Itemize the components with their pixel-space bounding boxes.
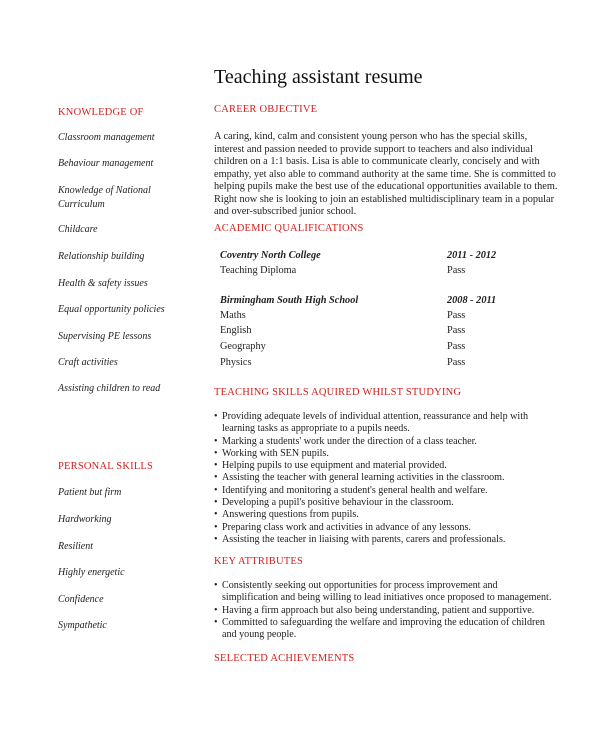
knowledge-item: Behaviour management [58, 158, 154, 169]
personal-skill-item: Confidence [58, 594, 104, 605]
bullet-icon: • [214, 435, 218, 447]
key-attributes-heading: KEY ATTRIBUTES [214, 556, 304, 567]
bullet-icon: • [214, 447, 218, 459]
bullet-icon: • [214, 580, 218, 591]
list-item: • Assisting the teacher with general learning activities in the classroom. [214, 472, 505, 484]
subject-name: Physics [220, 357, 252, 368]
knowledge-item: Classroom management [58, 132, 155, 143]
list-item: • Preparing class work and activities in advance of any lessons. [214, 521, 471, 533]
institution-years: 2008 - 2011 [447, 295, 497, 306]
teaching-skills-heading: TEACHING SKILLS AQUIRED WHILST STUDYING [214, 387, 462, 398]
subject-result: Pass [447, 310, 466, 321]
bullet-icon: • [214, 604, 218, 616]
list-item: • Working with SEN pupils. [214, 447, 329, 459]
knowledge-item: Health & safety issues [58, 278, 148, 289]
list-item: • Having a firm approach but also being understanding, patient and supportive. [214, 604, 535, 616]
teaching-skills-list [214, 411, 554, 546]
knowledge-item: Equal opportunity policies [58, 304, 165, 315]
list-item: • Developing a pupil's positive behaviour in the classroom. [214, 497, 454, 509]
bullet-icon: • [214, 472, 218, 484]
bullet-icon: • [214, 533, 218, 545]
knowledge-item: Craft activities [58, 357, 118, 368]
subject-result: Pass [447, 265, 466, 276]
list-item: • Committed to safeguarding the welfare and improving the education of children and young people. [214, 616, 545, 641]
subject-result: Pass [447, 341, 466, 352]
list-item: • Assisting the teacher in liaising with parents, carers and professionals. [214, 533, 506, 545]
knowledge-item: Childcare [58, 224, 98, 235]
subject-name: English [220, 325, 252, 336]
personal-skill-item: Sympathetic [58, 620, 107, 631]
bullet-icon: • [214, 509, 218, 521]
list-item: • Marking a students' work under the direction of a class teacher. [214, 435, 477, 447]
selected-achievements-heading: SELECTED ACHIEVEMENTS [214, 653, 355, 664]
subject-name: Teaching Diploma [220, 265, 297, 276]
subject-name: Geography [220, 341, 266, 352]
knowledge-heading: KNOWLEDGE OF [58, 107, 144, 118]
bullet-icon: • [214, 411, 218, 422]
institution-years: 2011 - 2012 [447, 250, 497, 261]
personal-skill-item: Hardworking [58, 514, 112, 525]
list-item: • Providing adequate levels of individual attention, reassurance and help with learning tasks as appropriate to a pupils needs. [214, 411, 529, 435]
bullet-icon: • [214, 460, 218, 472]
bullet-icon: • [214, 616, 218, 628]
page-title: Teaching assistant resume [214, 66, 423, 88]
list-item: • Helping pupils to use equipment and material provided. [214, 460, 447, 472]
list-item: • Answering questions from pupils. [214, 509, 359, 521]
bullet-icon: • [214, 497, 218, 509]
knowledge-item: Relationship building [58, 251, 145, 262]
knowledge-item: Supervising PE lessons [58, 331, 152, 342]
knowledge-item: Assisting children to read [58, 383, 161, 394]
knowledge-item: Knowledge of National Curriculum [58, 185, 151, 210]
personal-skill-item: Resilient [58, 541, 93, 552]
institution-name: Coventry North College [220, 250, 321, 261]
personal-skill-item: Highly energetic [58, 567, 125, 578]
list-item: • Consistently seeking out opportunities for process improvement and simplification and being willing to lead initiatives once proposed to management. [214, 580, 552, 604]
subject-name: Maths [220, 310, 246, 321]
career-objective-heading: CAREER OBJECTIVE [214, 104, 318, 115]
personal-skills-heading: PERSONAL SKILLS [58, 461, 154, 472]
institution-name: Birmingham South High School [220, 295, 359, 306]
subject-result: Pass [447, 325, 466, 336]
personal-skill-item: Patient but firm [58, 487, 122, 498]
bullet-icon: • [214, 521, 218, 533]
key-attributes-list [214, 580, 554, 641]
academic-heading: ACADEMIC QUALIFICATIONS [214, 223, 364, 234]
subject-result: Pass [447, 357, 466, 368]
bullet-icon: • [214, 484, 218, 496]
list-item: • Identifying and monitoring a student's general health and welfare. [214, 484, 488, 496]
career-objective-text: A caring, kind, calm and consistent young person who has the special skills, interest and passion needed to provide support to teachers and also individual children on a 1:1 basis. Lisa is able to communicate clearly, concisely and with empathy, yet also able to command authority at the same time. She is committed to helping pupils make the best use of the educational opportunities available to them. Right now she is looking to join an established multidisciplinary team in a popular and over-subscribed junior school. [214, 131, 558, 217]
